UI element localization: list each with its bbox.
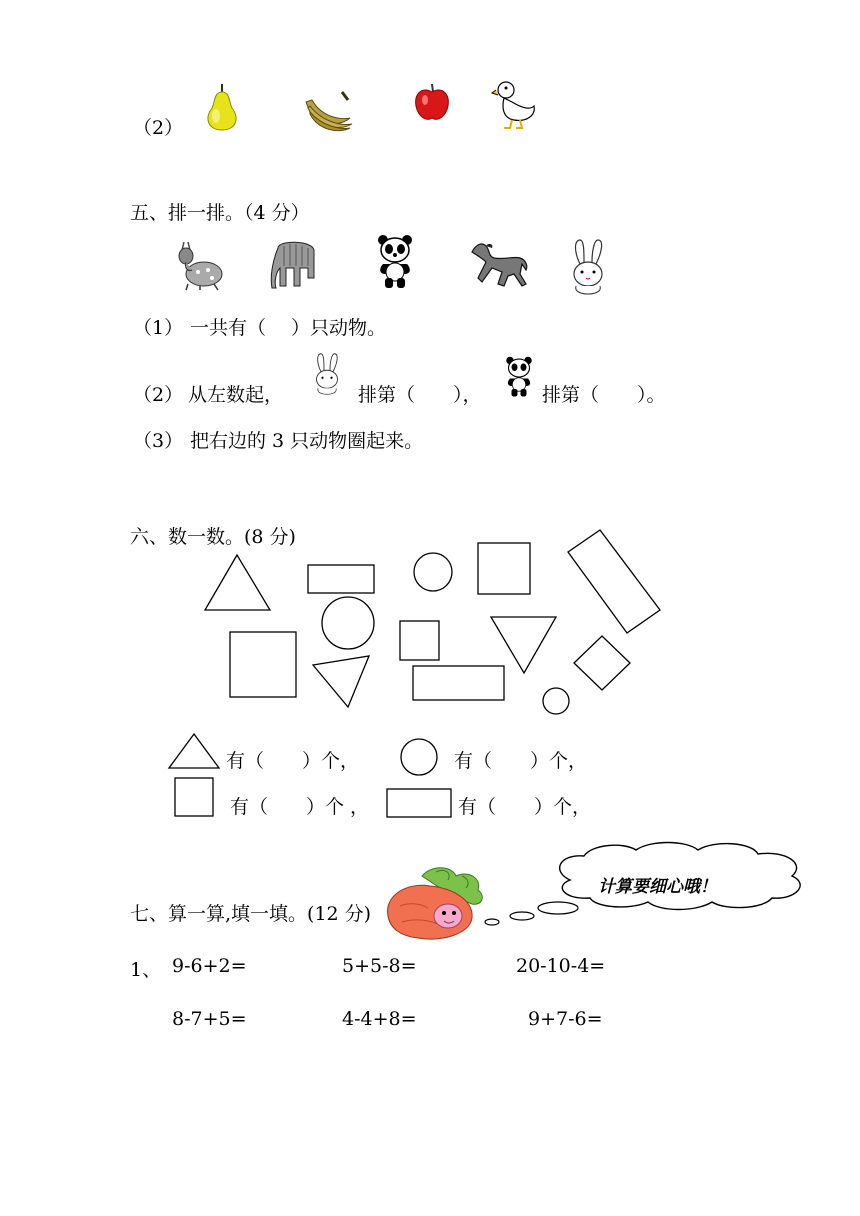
triangle-shape (205, 555, 270, 610)
section5-q3-num: （3） (133, 430, 184, 452)
problem-3: 20-10-4= (516, 955, 606, 977)
rectangle-shape (308, 565, 374, 593)
rectangle-shape (568, 530, 660, 633)
square-shape (400, 621, 439, 660)
rectangle-shape (413, 666, 504, 700)
circle-shape (322, 597, 374, 649)
section5-title: 五、排一排。（4 分） (130, 202, 310, 224)
bubble-text: 计算要细心哦！ (598, 877, 717, 897)
triangle-shape (313, 656, 369, 707)
triangle-count-text: 有（ ）个， (226, 750, 360, 772)
section5-q2-end: 排第（ ）。 (542, 384, 666, 406)
section5-q2-mid: 排第（ ）， (358, 384, 482, 406)
circle-count-text: 有（ ）个， (454, 750, 588, 772)
problem-4: 8-7+5= (172, 1008, 247, 1030)
section7-title: 七、算一算,填一填。(12 分) (130, 903, 372, 925)
circle-shape (414, 553, 452, 591)
section5-q1-num: （1） (133, 317, 184, 339)
section5-q3-text: 把右边的 3 只动物圈起来。 (190, 430, 424, 452)
section5-q2-num: （2） (133, 384, 184, 406)
triangle-key-icon (168, 733, 220, 769)
section5-q1-text: 一共有（ ）只动物。 (190, 317, 387, 339)
square-shape (478, 543, 530, 594)
problem-6: 9+7-6= (528, 1008, 603, 1030)
square-shape (574, 636, 630, 690)
radish-mascot-icon (382, 866, 492, 942)
problem-1: 9-6+2= (172, 955, 247, 977)
circle-key-icon (400, 738, 438, 776)
circle-shape (543, 688, 569, 714)
square-shape (230, 632, 296, 697)
problem-2: 5+5-8= (342, 955, 417, 977)
problem-5: 4-4+8= (342, 1008, 417, 1030)
section7-item-num: 1、 (130, 959, 162, 981)
rectangle-key-icon (386, 788, 452, 818)
triangle-shape (491, 617, 556, 673)
section5-q2-lead: 从左数起， (188, 384, 284, 406)
q4-part2-label: （2） (133, 117, 184, 139)
square-count-text: 有（ ）个 ， (230, 796, 370, 818)
square-key-icon (174, 777, 214, 817)
rectangle-count-text: 有（ ）个， (458, 796, 592, 818)
section6-title: 六、数一数。(8 分) (130, 526, 296, 548)
